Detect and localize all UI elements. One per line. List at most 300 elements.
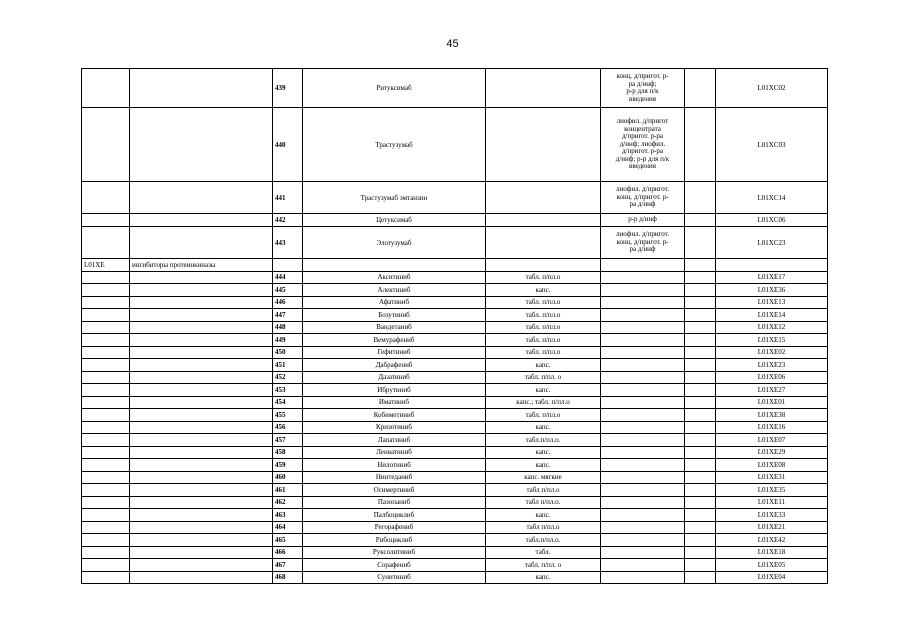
row-form-tablet: табл.: [486, 546, 601, 559]
table-row: [82, 459, 828, 472]
table-row: [82, 271, 828, 284]
row-drug-name: Палбоциклиб: [303, 509, 486, 522]
row-atx-code: L01XC06: [716, 214, 828, 227]
row-form-solution: [601, 108, 685, 182]
row-code: [82, 484, 130, 497]
form-line: конц. д/пригот. р-: [616, 192, 669, 201]
table-row: [82, 214, 828, 227]
row-group: [130, 484, 273, 497]
row-group: [130, 296, 273, 309]
row-number: 466: [273, 546, 303, 559]
row-code: [82, 271, 130, 284]
row-drug-name: Дабрафениб: [303, 359, 486, 372]
row-code: [82, 321, 130, 334]
table-row: [82, 359, 828, 372]
row-atx-code: L01XE27: [716, 384, 828, 397]
row-empty-cell: [685, 409, 716, 422]
table-row: [82, 384, 828, 397]
row-form-tablet: табл п/пл.о: [486, 521, 601, 534]
row-drug-name: Нилотиниб: [303, 459, 486, 472]
row-atx-code: L01XE21: [716, 521, 828, 534]
row-atx-code: [716, 259, 828, 272]
row-empty-cell: [685, 284, 716, 297]
table-row: [82, 409, 828, 422]
row-form-solution: [601, 359, 685, 372]
row-number: 444: [273, 271, 303, 284]
table-row: [82, 108, 828, 182]
row-atx-code: L01XC23: [716, 227, 828, 259]
row-code: [82, 421, 130, 434]
row-empty-cell: [685, 496, 716, 509]
table-row: [82, 421, 828, 434]
row-empty-cell: [685, 396, 716, 409]
form-line: р-р для п/к: [626, 87, 659, 95]
row-form-solution: [601, 346, 685, 359]
row-code: [82, 546, 130, 559]
row-drug-name: Иматиниб: [303, 396, 486, 409]
form-line: введения: [629, 94, 656, 103]
row-form-solution: [601, 534, 685, 547]
row-group: ингибиторы протеинкиназы: [130, 259, 273, 272]
row-empty-cell: [685, 108, 716, 182]
row-form-tablet: [486, 182, 601, 214]
row-drug-name: Осимертиниб: [303, 484, 486, 497]
row-form-tablet: [486, 108, 601, 182]
row-atx-code: L01XE07: [716, 434, 828, 447]
row-code: [82, 359, 130, 372]
row-number: 443: [273, 227, 303, 259]
row-number: 462: [273, 496, 303, 509]
row-form-tablet: табл. п/пл.о: [486, 296, 601, 309]
row-atx-code: L01XE31: [716, 471, 828, 484]
row-drug-name: Элотузумаб: [303, 227, 486, 259]
row-form-tablet: капс.: [486, 446, 601, 459]
row-number: 459: [273, 459, 303, 472]
row-empty-cell: [685, 459, 716, 472]
row-empty-cell: [685, 471, 716, 484]
row-form-tablet: [486, 227, 601, 259]
row-code: [82, 346, 130, 359]
form-line: конц. д/пригот. р-: [616, 72, 669, 80]
row-form-solution: [601, 309, 685, 322]
row-drug-name: Трастузумаб: [303, 108, 486, 182]
row-atx-code: L01XE02: [716, 346, 828, 359]
table-row: [82, 227, 828, 259]
row-code: [82, 396, 130, 409]
row-drug-name: Гефитиниб: [303, 346, 486, 359]
row-drug-name: Алектиниб: [303, 284, 486, 297]
row-group: [130, 534, 273, 547]
row-code: [82, 559, 130, 572]
row-atx-code: L01XE33: [716, 509, 828, 522]
row-empty-cell: [685, 434, 716, 447]
row-code: [82, 309, 130, 322]
row-code: [82, 534, 130, 547]
row-drug-name: Ленватиниб: [303, 446, 486, 459]
row-group: [130, 409, 273, 422]
row-atx-code: L01XE17: [716, 271, 828, 284]
table-row: [82, 559, 828, 572]
row-drug-name: Лапатиниб: [303, 434, 486, 447]
row-number: 463: [273, 509, 303, 522]
row-atx-code: L01XE36: [716, 284, 828, 297]
table-row: [82, 509, 828, 522]
row-form-tablet: [486, 69, 601, 108]
row-number: [273, 259, 303, 272]
row-empty-cell: [685, 309, 716, 322]
row-form-tablet: табл п/пл.о.: [486, 496, 601, 509]
row-group: [130, 421, 273, 434]
row-atx-code: L01XE14: [716, 309, 828, 322]
table-body: [82, 69, 828, 584]
row-form-tablet: капс.: [486, 284, 601, 297]
row-atx-code: L01XE12: [716, 321, 828, 334]
form-line: лиофил. д/пригот.: [616, 230, 669, 239]
form-line: р-р д/инф: [628, 215, 657, 224]
row-atx-code: L01XE18: [716, 546, 828, 559]
row-group: [130, 571, 273, 584]
row-form-solution: [601, 559, 685, 572]
row-form-tablet: табл. п/пл.о: [486, 346, 601, 359]
row-number: 442: [273, 214, 303, 227]
row-empty-cell: [685, 227, 716, 259]
row-form-tablet: табл. п/пл.о: [486, 309, 601, 322]
table-row: [82, 321, 828, 334]
row-group: [130, 334, 273, 347]
row-code: [82, 459, 130, 472]
row-atx-code: L01XE05: [716, 559, 828, 572]
row-drug-name: Сунитиниб: [303, 571, 486, 584]
form-line: д/пригот. р-ра: [621, 147, 664, 156]
form-line: ра д/инф: [629, 200, 656, 209]
row-group: [130, 108, 273, 182]
row-form-solution: [601, 571, 685, 584]
row-group: [130, 309, 273, 322]
row-number: 448: [273, 321, 303, 334]
row-form-tablet: капс. мягкие: [486, 471, 601, 484]
row-drug-name: Ибрутиниб: [303, 384, 486, 397]
row-atx-code: L01XE08: [716, 459, 828, 472]
table-row: [82, 182, 828, 214]
row-group: [130, 521, 273, 534]
row-atx-code: L01XE15: [716, 334, 828, 347]
row-number: 456: [273, 421, 303, 434]
form-line: лиофил. д/пригот.: [616, 185, 669, 194]
row-form-solution: [601, 546, 685, 559]
row-atx-code: L01XE23: [716, 359, 828, 372]
row-empty-cell: [685, 559, 716, 572]
form-line: ра д/инф;: [628, 79, 657, 88]
row-form-tablet: капс.: [486, 359, 601, 372]
row-group: [130, 371, 273, 384]
row-atx-code: L01XE38: [716, 409, 828, 422]
row-group: [130, 271, 273, 284]
row-drug-name: Афатиниб: [303, 296, 486, 309]
row-code: [82, 284, 130, 297]
row-number: 452: [273, 371, 303, 384]
row-atx-code: L01XE13: [716, 296, 828, 309]
row-group: [130, 359, 273, 372]
row-drug-name: Рибоциклиб: [303, 534, 486, 547]
row-form-tablet: табл.п/пл.о.: [486, 534, 601, 547]
row-empty-cell: [685, 446, 716, 459]
row-number: 457: [273, 434, 303, 447]
row-number: 460: [273, 471, 303, 484]
form-line: лиофил. д/пригот: [616, 117, 669, 126]
row-code: [82, 296, 130, 309]
row-form-solution: [601, 471, 685, 484]
row-empty-cell: [685, 509, 716, 522]
row-empty-cell: [685, 271, 716, 284]
row-form-solution: [601, 434, 685, 447]
row-number: 450: [273, 346, 303, 359]
row-form-solution: [601, 69, 685, 108]
table-row: [82, 521, 828, 534]
row-form-tablet: капс.: [486, 384, 601, 397]
table-row: [82, 396, 828, 409]
row-form-tablet: табл. п/пл. о: [486, 559, 601, 572]
row-code: [82, 69, 130, 108]
row-form-tablet: табл. п/пл.о: [486, 321, 601, 334]
form-line: д/инф; р-р для п/к: [615, 154, 670, 163]
row-number: 455: [273, 409, 303, 422]
row-group: [130, 509, 273, 522]
row-code: [82, 409, 130, 422]
row-number: 454: [273, 396, 303, 409]
row-empty-cell: [685, 484, 716, 497]
row-code: [82, 384, 130, 397]
row-number: 441: [273, 182, 303, 214]
form-line: концентрата: [624, 124, 661, 133]
table-row: [82, 434, 828, 447]
row-form-solution: [601, 421, 685, 434]
row-empty-cell: [685, 359, 716, 372]
row-code: [82, 227, 130, 259]
row-drug-name: Пазопаниб: [303, 496, 486, 509]
row-empty-cell: [685, 214, 716, 227]
row-empty-cell: [685, 534, 716, 547]
form-line: введения: [629, 162, 656, 171]
page-number: 45: [446, 38, 459, 50]
row-drug-name: Регорафениб: [303, 521, 486, 534]
row-drug-name: [303, 259, 486, 272]
row-code: [82, 182, 130, 214]
row-drug-name: Нинтеданиб: [303, 471, 486, 484]
row-number: 464: [273, 521, 303, 534]
row-group: [130, 459, 273, 472]
row-number: 465: [273, 534, 303, 547]
row-group: [130, 396, 273, 409]
row-group: [130, 546, 273, 559]
row-code: [82, 496, 130, 509]
form-line: д/инф; лиофил.: [619, 139, 666, 148]
row-code: L01XE: [82, 259, 130, 272]
drug-table: [81, 68, 828, 584]
row-atx-code: L01XE11: [716, 496, 828, 509]
table-row: [82, 484, 828, 497]
row-group: [130, 284, 273, 297]
row-drug-name: Бозутиниб: [303, 309, 486, 322]
row-form-solution: [601, 214, 685, 227]
row-empty-cell: [685, 546, 716, 559]
row-group: [130, 346, 273, 359]
row-form-solution: [601, 227, 685, 259]
row-form-solution: [601, 296, 685, 309]
row-form-solution: [601, 409, 685, 422]
row-form-tablet: капс.; табл. п/пл.о: [486, 396, 601, 409]
row-number: 453: [273, 384, 303, 397]
row-code: [82, 108, 130, 182]
row-code: [82, 434, 130, 447]
row-group: [130, 471, 273, 484]
row-number: 449: [273, 334, 303, 347]
row-form-tablet: табл. п/пл.о: [486, 334, 601, 347]
row-form-solution: [601, 284, 685, 297]
table-row: [82, 371, 828, 384]
row-group: [130, 182, 273, 214]
row-empty-cell: [685, 69, 716, 108]
row-drug-name: Вемурафениб: [303, 334, 486, 347]
row-atx-code: L01XE01: [716, 396, 828, 409]
row-form-tablet: капс.: [486, 571, 601, 584]
row-empty-cell: [685, 182, 716, 214]
row-code: [82, 371, 130, 384]
row-form-solution: [601, 484, 685, 497]
table-row: [82, 534, 828, 547]
table-row: [82, 334, 828, 347]
row-drug-name: Кобиметиниб: [303, 409, 486, 422]
row-atx-code: L01XE04: [716, 571, 828, 584]
row-form-tablet: табл п/пл.о: [486, 484, 601, 497]
row-form-tablet: капс.: [486, 459, 601, 472]
row-drug-name: Вандетаниб: [303, 321, 486, 334]
row-atx-code: L01XC03: [716, 108, 828, 182]
row-empty-cell: [685, 334, 716, 347]
row-group: [130, 69, 273, 108]
row-atx-code: L01XE29: [716, 446, 828, 459]
row-group: [130, 214, 273, 227]
table-row: [82, 496, 828, 509]
row-form-solution: [601, 496, 685, 509]
row-number: 446: [273, 296, 303, 309]
row-number: 440: [273, 108, 303, 182]
table-row: [82, 259, 828, 272]
form-line: д/пригот. р-ра: [621, 132, 664, 141]
row-form-solution: [601, 271, 685, 284]
table-row: [82, 296, 828, 309]
row-form-tablet: [486, 214, 601, 227]
table-row: [82, 346, 828, 359]
row-form-solution: [601, 371, 685, 384]
row-number: 461: [273, 484, 303, 497]
row-empty-cell: [685, 321, 716, 334]
row-atx-code: L01XE42: [716, 534, 828, 547]
table-row: [82, 69, 828, 108]
row-code: [82, 214, 130, 227]
table-row: [82, 471, 828, 484]
row-form-solution: [601, 396, 685, 409]
row-form-solution: [601, 446, 685, 459]
row-group: [130, 227, 273, 259]
row-atx-code: L01XE16: [716, 421, 828, 434]
row-form-solution: [601, 384, 685, 397]
table-row: [82, 571, 828, 584]
row-drug-name: Руксолитиниб: [303, 546, 486, 559]
row-number: 468: [273, 571, 303, 584]
row-group: [130, 321, 273, 334]
row-empty-cell: [685, 346, 716, 359]
row-code: [82, 509, 130, 522]
row-group: [130, 446, 273, 459]
row-form-solution: [601, 521, 685, 534]
row-number: 439: [273, 69, 303, 108]
row-group: [130, 434, 273, 447]
row-number: 467: [273, 559, 303, 572]
row-empty-cell: [685, 421, 716, 434]
row-form-tablet: [486, 259, 601, 272]
row-form-solution: [601, 459, 685, 472]
form-line: конц. д/пригот. р-: [616, 237, 669, 246]
row-empty-cell: [685, 521, 716, 534]
row-empty-cell: [685, 296, 716, 309]
row-atx-code: L01XC14: [716, 182, 828, 214]
row-form-solution: [601, 182, 685, 214]
row-code: [82, 521, 130, 534]
row-form-solution: [601, 509, 685, 522]
row-code: [82, 446, 130, 459]
table-row: [82, 546, 828, 559]
row-form-tablet: табл.п/пл.о.: [486, 434, 601, 447]
row-number: 447: [273, 309, 303, 322]
row-drug-name: Цетуксимаб: [303, 214, 486, 227]
row-form-solution: [601, 321, 685, 334]
row-group: [130, 559, 273, 572]
row-form-tablet: капс.: [486, 509, 601, 522]
row-atx-code: L01XE35: [716, 484, 828, 497]
row-number: 458: [273, 446, 303, 459]
row-code: [82, 571, 130, 584]
row-number: 451: [273, 359, 303, 372]
row-form-tablet: табл. п/пл.о: [486, 409, 601, 422]
row-drug-name: Кризотиниб: [303, 421, 486, 434]
row-atx-code: L01XC02: [716, 69, 828, 108]
form-line: ра д/инф: [629, 245, 656, 254]
row-empty-cell: [685, 384, 716, 397]
row-code: [82, 334, 130, 347]
row-atx-code: L01XE06: [716, 371, 828, 384]
row-empty-cell: [685, 259, 716, 272]
row-form-solution: [601, 259, 685, 272]
row-group: [130, 496, 273, 509]
row-empty-cell: [685, 371, 716, 384]
table-row: [82, 446, 828, 459]
row-drug-name: Трастузумаб эмтанзин: [303, 182, 486, 214]
row-code: [82, 471, 130, 484]
row-form-tablet: табл. п/пл.о: [486, 271, 601, 284]
table-row: [82, 284, 828, 297]
table-row: [82, 309, 828, 322]
row-drug-name: Ритуксимаб: [303, 69, 486, 108]
row-group: [130, 384, 273, 397]
row-form-tablet: капс.: [486, 421, 601, 434]
row-drug-name: Сорафениб: [303, 559, 486, 572]
row-form-solution: [601, 334, 685, 347]
row-drug-name: Дазатиниб: [303, 371, 486, 384]
row-form-tablet: табл. п/пл. о: [486, 371, 601, 384]
row-number: 445: [273, 284, 303, 297]
row-empty-cell: [685, 571, 716, 584]
row-drug-name: Акситиниб: [303, 271, 486, 284]
